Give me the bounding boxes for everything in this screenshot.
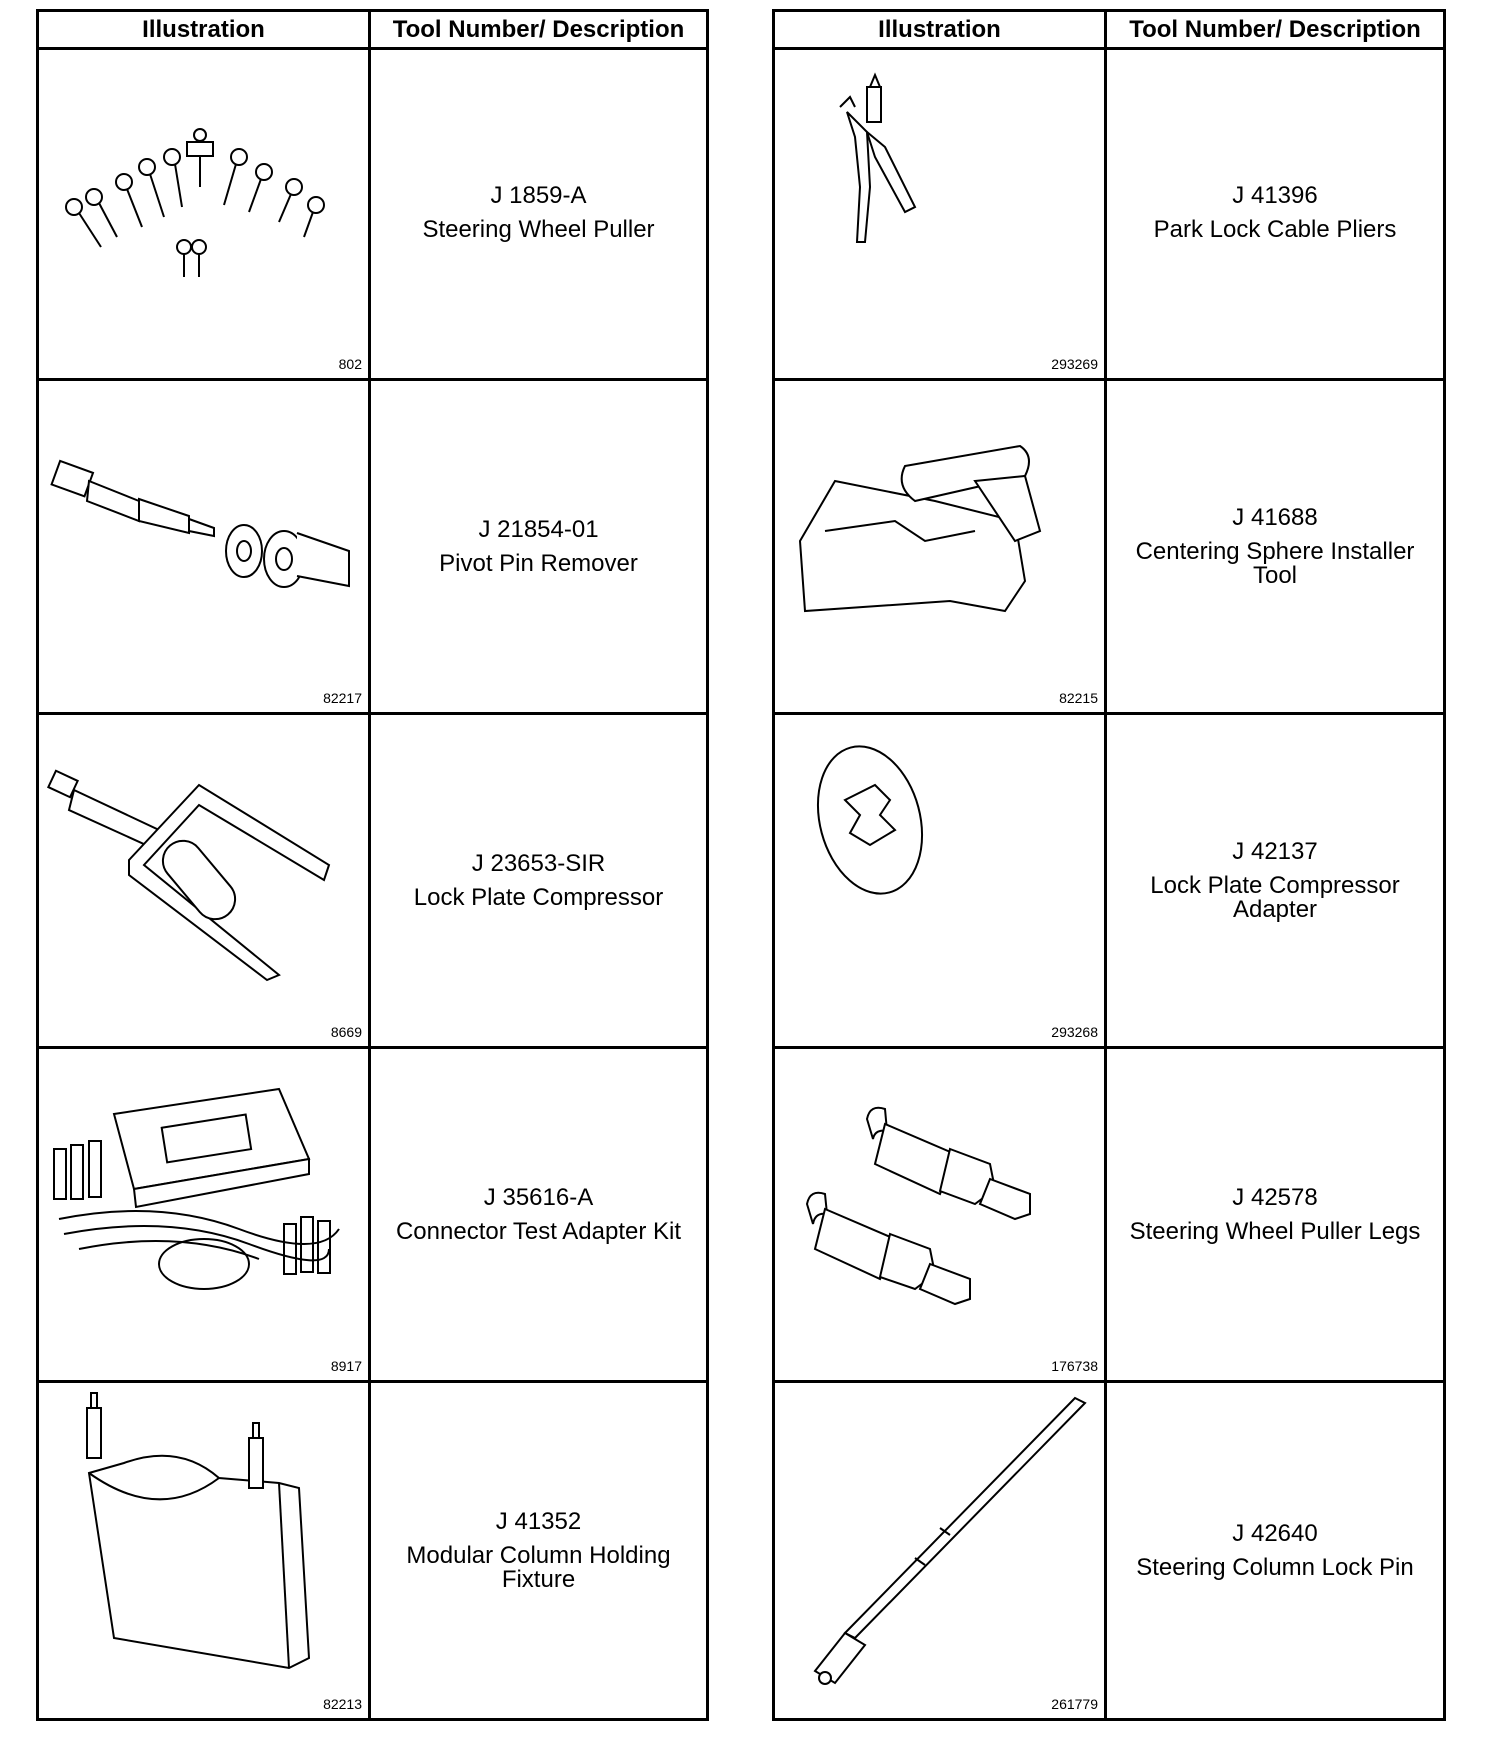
table-row (39, 47, 706, 381)
illustration-cell (775, 381, 1107, 712)
description-cell (371, 715, 706, 1046)
illustration-cell (775, 47, 1107, 378)
figure-id: 82215 (1059, 690, 1098, 706)
tool-number: J 41396 (1232, 181, 1318, 209)
tool-description: Park Lock Cable Pliers (1153, 215, 1397, 243)
table-row (39, 1383, 706, 1718)
tool-number: J 42578 (1232, 1183, 1318, 1211)
tool-number: J 21854-01 (478, 515, 599, 543)
figure-id: 261779 (1051, 1696, 1098, 1712)
tool-description: Pivot Pin Remover (439, 549, 638, 577)
tool-number: J 23653-SIR (471, 849, 606, 877)
illustration-cell (39, 1049, 371, 1380)
puller-legs-icon (775, 1049, 1104, 1383)
description-cell (371, 1383, 706, 1718)
figure-id: 176738 (1051, 1358, 1098, 1374)
illustration-cell (39, 47, 371, 378)
header-illustration: Illustration (39, 12, 371, 47)
tool-description: Steering Column Lock Pin (1136, 1553, 1414, 1581)
figure-id: 293269 (1051, 356, 1098, 372)
tool-number: J 1859-A (490, 181, 587, 209)
tool-description: Steering Wheel Puller (422, 215, 655, 243)
figure-id: 82213 (323, 1696, 362, 1712)
adapter-kit-icon (39, 1049, 368, 1383)
table-row (775, 1049, 1443, 1383)
table-header (39, 12, 706, 50)
description-cell (371, 1049, 706, 1380)
tool-number: J 42137 (1232, 837, 1318, 865)
tool-description: Centering Sphere Installer Tool (1135, 537, 1415, 589)
tool-description: Steering Wheel Puller Legs (1129, 1217, 1421, 1245)
description-cell (1107, 715, 1443, 1046)
description-cell (1107, 381, 1443, 712)
illustration-cell (775, 1049, 1107, 1380)
table-row (775, 1383, 1443, 1718)
tool-description: Lock Plate Compressor (413, 883, 664, 911)
tool-table-right (772, 9, 1446, 1721)
tool-table-left (36, 9, 709, 1721)
header-description: Tool Number/ Description (1129, 15, 1421, 43)
illustration-cell (39, 715, 371, 1046)
tool-description: Connector Test Adapter Kit (395, 1217, 682, 1245)
tool-number: J 41688 (1232, 503, 1318, 531)
illustration-cell (775, 1383, 1107, 1718)
description-cell (1107, 1383, 1443, 1718)
sphere-installer-icon (775, 381, 1104, 715)
adapter-disc-icon (775, 715, 1104, 1049)
description-cell (371, 381, 706, 712)
tool-number: J 42640 (1232, 1519, 1318, 1547)
description-cell (1107, 47, 1443, 378)
pin-remover-icon (39, 381, 368, 715)
illustration-cell (39, 1383, 371, 1718)
table-row (775, 47, 1443, 381)
table-row (775, 381, 1443, 715)
tool-number: J 41352 (495, 1507, 582, 1535)
illustration-cell (39, 381, 371, 712)
description-cell (371, 47, 706, 378)
figure-id: 802 (338, 356, 362, 372)
lock-pin-icon (775, 1383, 1104, 1717)
figure-id: 8917 (330, 1358, 362, 1374)
illustration-cell (775, 715, 1107, 1046)
table-header (775, 12, 1443, 50)
description-cell (1107, 1049, 1443, 1380)
figure-id: 8669 (330, 1024, 362, 1040)
table-row (775, 715, 1443, 1049)
pliers-icon (775, 47, 1104, 381)
tool-description: Lock Plate Compressor Adapter (1150, 871, 1400, 923)
header-illustration: Illustration (775, 12, 1107, 47)
figure-id: 293268 (1051, 1024, 1098, 1040)
lock-plate-compressor-icon (39, 715, 368, 1049)
figure-id: 82217 (323, 690, 362, 706)
table-row (39, 715, 706, 1049)
holding-fixture-icon (39, 1383, 368, 1717)
header-description: Tool Number/ Description (392, 15, 685, 43)
puller-bolts-icon (39, 47, 368, 381)
table-row (39, 381, 706, 715)
table-row (39, 1049, 706, 1383)
tool-number: J 35616-A (483, 1183, 594, 1211)
tool-description: Modular Column Holding Fixture (406, 1541, 671, 1593)
